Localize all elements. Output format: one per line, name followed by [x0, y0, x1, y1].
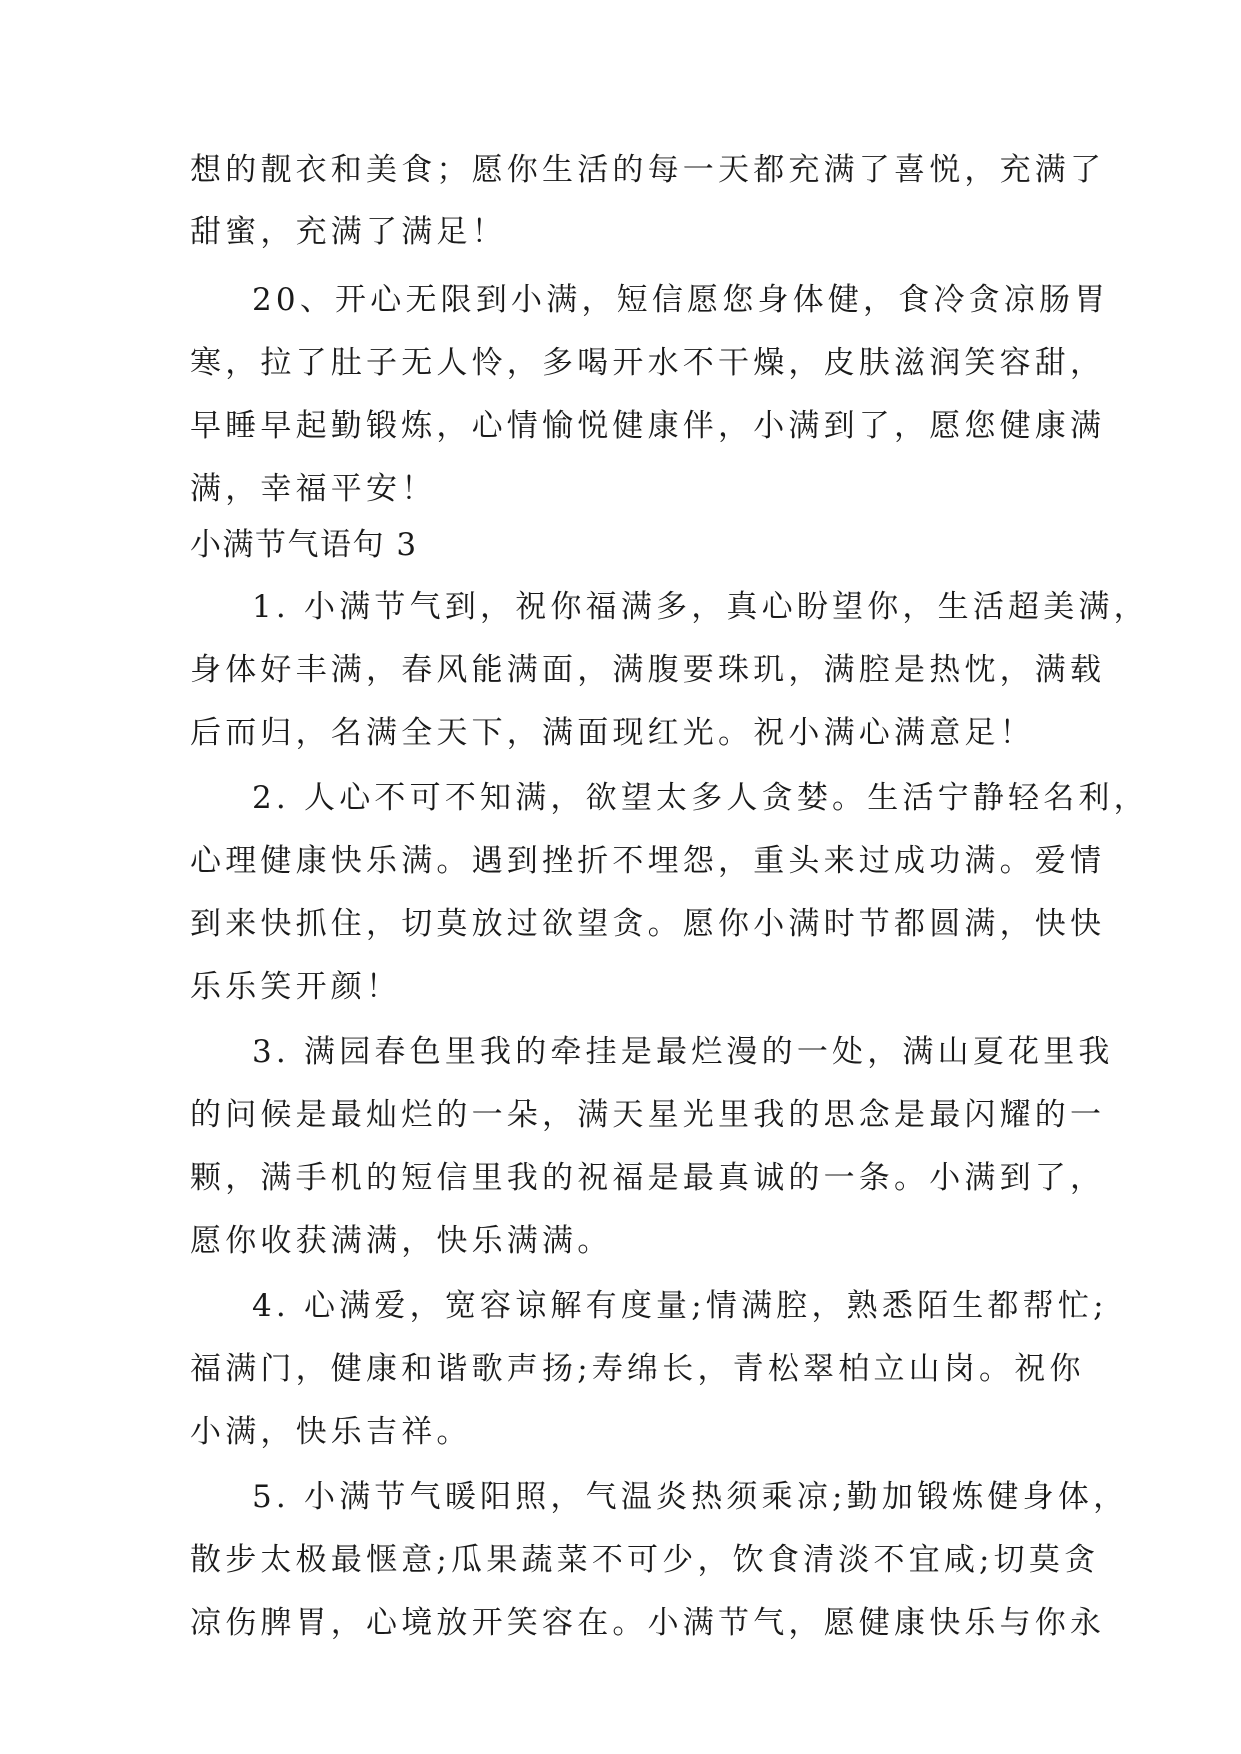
- text-line: 后而归，名满全天下，满面现红光。祝小满心满意足！: [190, 715, 1035, 751]
- text-line: 早睡早起勤锻炼，心情愉悦健康伴，小满到了，愿您健康满: [190, 408, 1106, 444]
- text-line: 乐乐笑开颜！: [190, 969, 402, 1005]
- text-line: 散步太极最惬意;瓜果蔬菜不可少，饮食清淡不宜咸;切莫贪: [190, 1542, 1100, 1578]
- section-heading: 小满节气语句 3: [190, 527, 418, 563]
- paragraph-5-line: 5. 小满节气暖阳照，气温炎热须乘凉;勤加锻炼健身体，: [252, 1479, 1129, 1515]
- text-line: 颗，满手机的短信里我的祝福是最真诚的一条。小满到了，: [190, 1160, 1106, 1196]
- text-line: 身体好丰满，春风能满面，满腹要珠玑，满腔是热忱，满载: [190, 652, 1106, 688]
- text-line: 到来快抓住，切莫放过欲望贪。愿你小满时节都圆满，快快: [190, 906, 1106, 942]
- paragraph-4-line: 4. 心满爱，宽容谅解有度量;情满腔，熟悉陌生都帮忙;: [252, 1288, 1108, 1324]
- text-line: 甜蜜，充满了满足！: [190, 214, 507, 250]
- text-line: 的问候是最灿烂的一朵，满天星光里我的思念是最闪耀的一: [190, 1097, 1106, 1133]
- text-line: 小满，快乐吉祥。: [190, 1414, 472, 1450]
- text-line: 愿你收获满满，快乐满满。: [190, 1223, 613, 1259]
- paragraph-1-line: 1. 小满节气到，祝你福满多，真心盼望你，生活超美满，: [252, 589, 1149, 625]
- paragraph-20-line: 20、开心无限到小满，短信愿您身体健，食冷贪凉肠胃: [252, 282, 1110, 318]
- paragraph-3-line: 3. 满园春色里我的牵挂是最烂漫的一处，满山夏花里我: [252, 1034, 1114, 1070]
- text-line: 心理健康快乐满。遇到挫折不埋怨，重头来过成功满。爱情: [190, 843, 1106, 879]
- text-line: 福满门，健康和谐歌声扬;寿绵长，青松翠柏立山岗。祝你: [190, 1351, 1085, 1387]
- text-line: 满，幸福平安！: [190, 471, 437, 507]
- text-line: 凉伤脾胃，心境放开笑容在。小满节气，愿健康快乐与你永: [190, 1605, 1106, 1641]
- text-line: 想的靓衣和美食；愿你生活的每一天都充满了喜悦，充满了: [190, 152, 1106, 188]
- text-line: 寒，拉了肚子无人怜，多喝开水不干燥，皮肤滋润笑容甜，: [190, 345, 1106, 381]
- paragraph-2-line: 2. 人心不可不知满，欲望太多人贪婪。生活宁静轻名利，: [252, 780, 1149, 816]
